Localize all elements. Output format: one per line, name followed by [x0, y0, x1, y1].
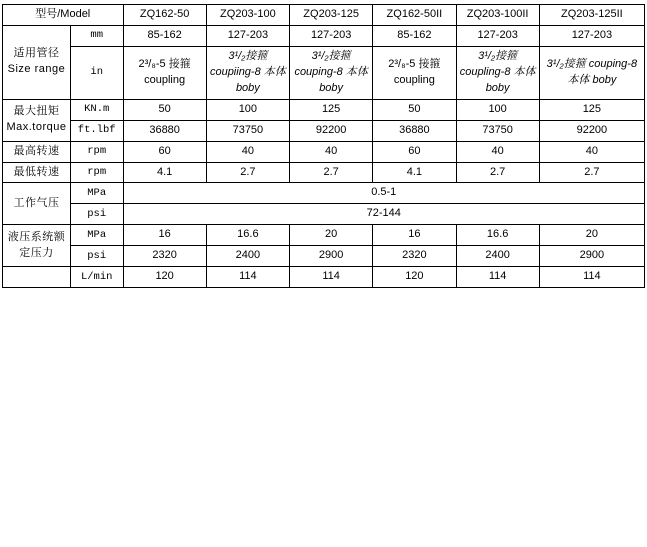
cell: 2900: [539, 246, 644, 267]
unit-cell: in: [70, 46, 123, 99]
cell: 40: [290, 141, 373, 162]
unit-cell: psi: [70, 204, 123, 225]
table-row: [3, 141, 645, 162]
row-label-size-range: 适用管径 Size range: [3, 25, 71, 99]
cell: 36880: [123, 120, 206, 141]
unit-cell: KN.m: [70, 99, 123, 120]
row-label-min-speed: 最低转速: [3, 162, 71, 183]
cell: 36880: [373, 120, 456, 141]
cell: 2400: [456, 246, 539, 267]
cell: 3¹/₂接箍 couping-8 本体 boby: [539, 46, 644, 99]
cell-merged: 72-144: [123, 204, 645, 225]
cell: 16.6: [456, 225, 539, 246]
table-row: [3, 46, 645, 99]
row-label-max-torque: 最大扭矩 Max.torque: [3, 99, 71, 141]
cell: 2400: [206, 246, 289, 267]
cell: 114: [539, 267, 644, 288]
cell-merged: 0.5-1: [123, 183, 645, 204]
table-row: [3, 225, 645, 246]
header-model-5: ZQ203-100II: [456, 5, 539, 26]
cell: 16.6: [206, 225, 289, 246]
header-model-label: 型号/Model: [3, 5, 124, 26]
specification-table: [2, 4, 645, 288]
cell: 50: [123, 99, 206, 120]
row-label-hydraulic-pressure: 液压系统额定压力: [3, 225, 71, 267]
cell: 2³/₈-5 接箍 coupling: [373, 46, 456, 99]
header-model-6: ZQ203-125II: [539, 5, 644, 26]
cell: 2900: [290, 246, 373, 267]
cell: 40: [206, 141, 289, 162]
cell: 3¹/₂接箍 coupiing-8 本体 boby: [206, 46, 289, 99]
header-model-2: ZQ203-100: [206, 5, 289, 26]
cell: 2320: [373, 246, 456, 267]
row-label-air-pressure: 工作气压: [3, 183, 71, 225]
unit-cell: mm: [70, 25, 123, 46]
unit-cell: MPa: [70, 183, 123, 204]
cell: 114: [456, 267, 539, 288]
header-model-4: ZQ162-50II: [373, 5, 456, 26]
table-row: [3, 246, 645, 267]
cell: 2.7: [290, 162, 373, 183]
cell: 2³/₈-5 接箍 coupling: [123, 46, 206, 99]
cell: 125: [539, 99, 644, 120]
cell: 120: [373, 267, 456, 288]
cell: 3¹/₂接箍 coupling-8 本体 boby: [456, 46, 539, 99]
table-header-row: [3, 5, 645, 26]
cell: 114: [290, 267, 373, 288]
cell: 4.1: [373, 162, 456, 183]
cell: 92200: [539, 120, 644, 141]
cell: 85-162: [123, 25, 206, 46]
cell: 127-203: [539, 25, 644, 46]
cell: 125: [290, 99, 373, 120]
table-row: [3, 183, 645, 204]
table-row: [3, 204, 645, 225]
cell: 114: [206, 267, 289, 288]
cell: 127-203: [456, 25, 539, 46]
cell: 100: [206, 99, 289, 120]
cell: 100: [456, 99, 539, 120]
unit-cell: L/min: [70, 267, 123, 288]
row-label-max-speed: 最高转速: [3, 141, 71, 162]
header-model-1: ZQ162-50: [123, 5, 206, 26]
cell: 85-162: [373, 25, 456, 46]
cell: 50: [373, 99, 456, 120]
table-row: [3, 162, 645, 183]
header-model-3: ZQ203-125: [290, 5, 373, 26]
unit-cell: rpm: [70, 162, 123, 183]
cell: 40: [456, 141, 539, 162]
cell: 20: [539, 225, 644, 246]
cell: 127-203: [290, 25, 373, 46]
cell: 2.7: [539, 162, 644, 183]
cell: 4.1: [123, 162, 206, 183]
unit-cell: rpm: [70, 141, 123, 162]
cell: 2320: [123, 246, 206, 267]
cell: 73750: [456, 120, 539, 141]
cell: 2.7: [206, 162, 289, 183]
cell: 16: [373, 225, 456, 246]
unit-cell: MPa: [70, 225, 123, 246]
cell: 20: [290, 225, 373, 246]
cell: 127-203: [206, 25, 289, 46]
unit-cell: psi: [70, 246, 123, 267]
cell: 3¹/₂接箍 couping-8 本体 boby: [290, 46, 373, 99]
cell: 40: [539, 141, 644, 162]
table-row: [3, 120, 645, 141]
cell: 16: [123, 225, 206, 246]
table-row: [3, 267, 645, 288]
unit-cell: ft.lbf: [70, 120, 123, 141]
row-label-empty: [3, 267, 71, 288]
cell: 60: [123, 141, 206, 162]
table-row: [3, 25, 645, 46]
cell: 2.7: [456, 162, 539, 183]
cell: 120: [123, 267, 206, 288]
cell: 60: [373, 141, 456, 162]
cell: 92200: [290, 120, 373, 141]
cell: 73750: [206, 120, 289, 141]
table-row: [3, 99, 645, 120]
